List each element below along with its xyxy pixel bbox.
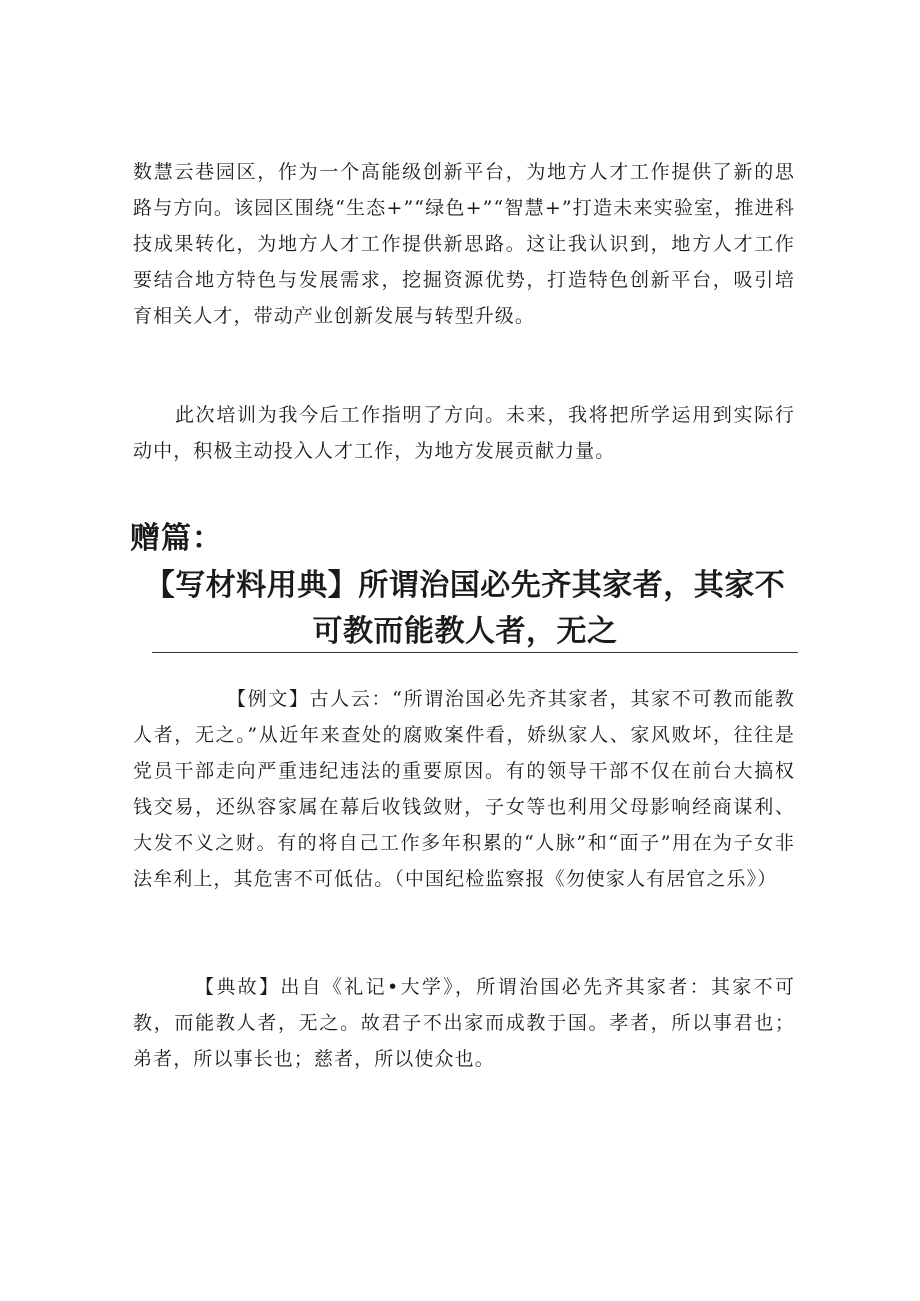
paragraph-park-innovation: 数慧云巷园区，作为一个高能级创新平台，为地方人才工作提供了新的思路与方向。该园区围绕“生态+”“绿色+”“智慧+”打造未来实验室，推进科技成果转化，为地方人才工作提供新思路。这让我认识到，地方人才工作要结合地方特色与发展需求，挖掘资源优势，打造特色创新平台，吸引培育相关人才，带动产业创新发展与转型升级。 xyxy=(133,161,795,327)
title-divider xyxy=(152,652,798,653)
paragraph-allusion: 【典故】出自《礼记•大学》，所谓治国必先齐其家者：其家不可教，而能教人者，无之。故君子不出家而成教于国。孝者，所以事君也；弟者，所以事长也；慈者，所以使众也。 xyxy=(133,976,795,1070)
bonus-section-label: 赠篇： xyxy=(130,521,223,556)
paragraph-training-summary: 此次培训为我今后工作指明了方向。未来，我将把所学运用到实际行动中，积极主动投入人才工作，为地方发展贡献力量。 xyxy=(133,404,795,462)
bonus-article-title: 【写材料用典】所谓治国必先齐其家者，其家不可教而能教人者，无之 xyxy=(144,568,786,649)
paragraph-example: 【例文】古人云：“所谓治国必先齐其家者，其家不可教而能教人者，无之。”从近年来查处的腐败案件看，娇纵家人、家风败坏，往往是党员干部走向严重违纪违法的重要原因。有的领导干部不仅在前台大搞权钱交易，还纵容家属在幕后收钱敛财，子女等也利用父母影响经商谋利、大发不义之财。有的将自己工作多年积累的“人脉”和“面子”用在为子女非法牟利上，其危害不可低估。（中国纪检监察报《勿使家人有居官之乐》） xyxy=(133,688,795,890)
